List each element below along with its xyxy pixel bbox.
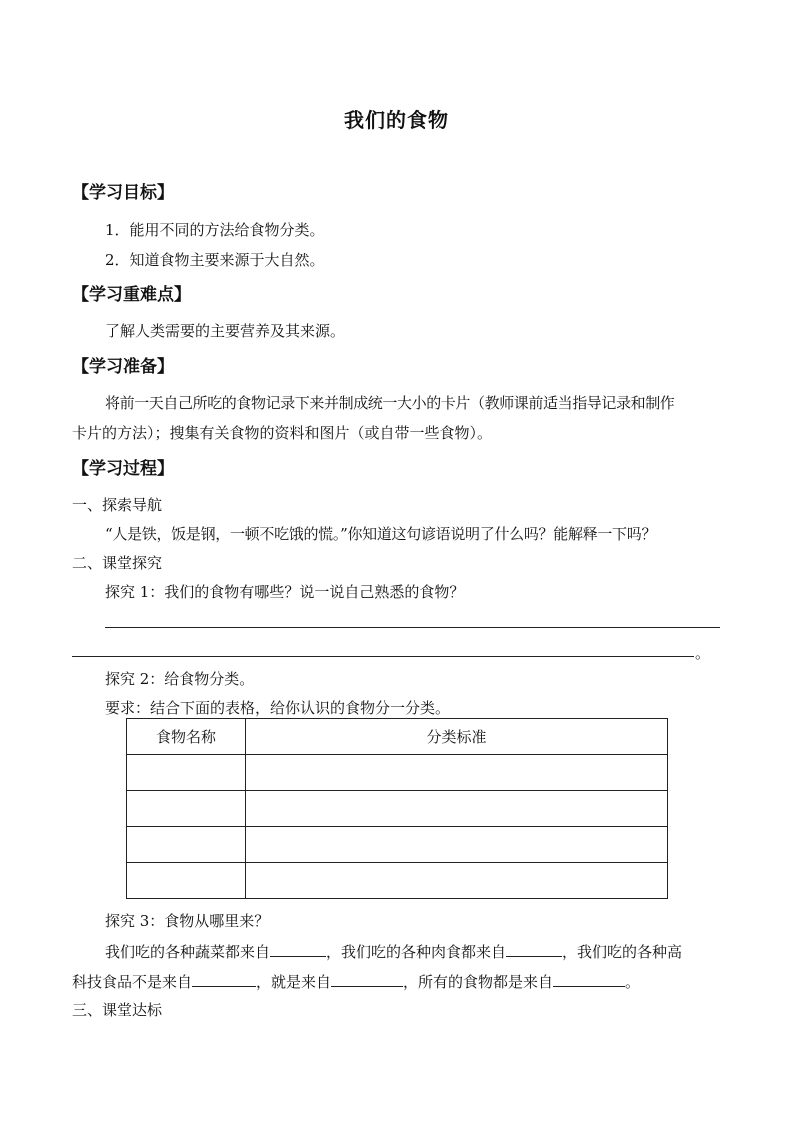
classification-table xyxy=(126,718,668,899)
part2-heading: 二、课堂探究 xyxy=(72,554,163,572)
explore-2-title: 探究 2：给食物分类。 xyxy=(105,670,255,688)
part3-heading: 三、课堂达标 xyxy=(72,1001,163,1019)
process-heading: 【学习过程】 xyxy=(72,459,174,479)
header-classification: 分类标准 xyxy=(246,719,668,755)
table-cell-standard[interactable] xyxy=(246,827,668,863)
goal-item-1: 1．能用不同的方法给食物分类。 xyxy=(105,221,325,239)
table-cell-standard[interactable] xyxy=(246,755,668,791)
header-food-name: 食物名称 xyxy=(127,719,246,755)
key-points-heading: 【学习重难点】 xyxy=(72,285,191,305)
fill-text-2: ，我们吃的各种肉食都来自 xyxy=(326,943,507,961)
table-row xyxy=(127,755,668,791)
table-cell-standard[interactable] xyxy=(246,791,668,827)
table-cell-food[interactable] xyxy=(127,791,246,827)
part1-heading: 一、探索导航 xyxy=(72,496,163,514)
preparation-heading: 【学习准备】 xyxy=(72,357,174,377)
fill-text-3: ，我们吃的各种高 xyxy=(562,943,683,961)
preparation-line-1: 将前一天自己所吃的食物记录下来并制成统一大小的卡片（教师课前适当指导记录和制作 xyxy=(105,394,675,412)
fill-text-7: 。 xyxy=(625,973,641,991)
fill-text-6: ，所有的食物都是来自 xyxy=(403,973,554,991)
fill-line-2 xyxy=(72,971,640,992)
table-cell-standard[interactable] xyxy=(246,863,668,899)
explore-2-requirement: 要求：结合下面的表格，给你认识的食物分一分类。 xyxy=(105,699,451,717)
fill-line-1 xyxy=(105,941,682,962)
explore-1-question: 探究 1：我们的食物有哪些？说一说自己熟悉的食物？ xyxy=(105,583,465,601)
table-cell-food[interactable] xyxy=(127,755,246,791)
page-title: 我们的食物 xyxy=(344,108,449,132)
fill-blank-hightech-1[interactable] xyxy=(192,971,256,987)
table-header-row xyxy=(127,719,668,755)
fill-text-4: 科技食品不是来自 xyxy=(72,973,193,991)
fill-blank-vegetables[interactable] xyxy=(270,941,326,957)
table-cell-food[interactable] xyxy=(127,827,246,863)
table-row xyxy=(127,791,668,827)
fill-blank-hightech-2[interactable] xyxy=(331,971,403,987)
part1-text: “人是铁，饭是钢，一顿不吃饿的慌。”你知道这句谚语说明了什么吗？能解释一下吗？ xyxy=(105,525,657,543)
table-row xyxy=(127,863,668,899)
fill-text-5: ，就是来自 xyxy=(256,973,332,991)
answer-end-mark: 。 xyxy=(695,644,711,662)
table-cell-food[interactable] xyxy=(127,863,246,899)
fill-blank-meat[interactable] xyxy=(506,941,562,957)
fill-text-1: 我们吃的各种蔬菜都来自 xyxy=(105,943,271,961)
goal-item-2: 2．知道食物主要来源于大自然。 xyxy=(105,251,325,269)
answer-line-1[interactable] xyxy=(105,627,720,628)
explore-3-question: 探究 3：食物从哪里来？ xyxy=(105,912,270,930)
fill-blank-all-food[interactable] xyxy=(553,971,625,987)
key-points-text: 了解人类需要的主要营养及其来源。 xyxy=(105,322,346,340)
answer-line-2[interactable] xyxy=(72,656,694,657)
preparation-line-2: 卡片的方法）；搜集有关食物的资料和图片（或自带一些食物）。 xyxy=(72,424,493,442)
goals-heading: 【学习目标】 xyxy=(72,183,174,203)
table-row xyxy=(127,827,668,863)
